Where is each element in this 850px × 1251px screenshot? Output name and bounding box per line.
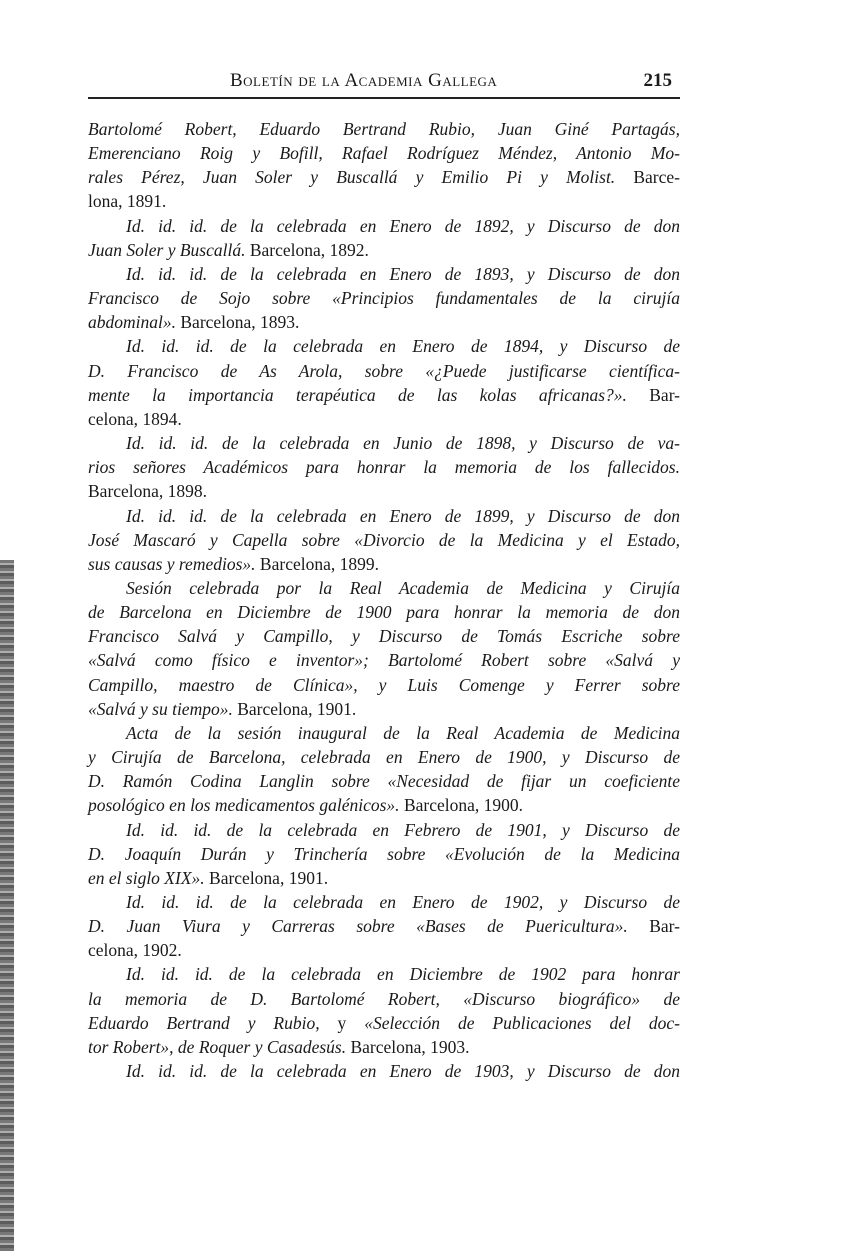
italic-text: Id. id. id. de la celebrada en Enero de 1902, y Discurso de bbox=[126, 892, 680, 912]
text-line bbox=[88, 479, 680, 503]
italic-text: mente la importancia terapéutica de las kolas africanas?». bbox=[88, 384, 627, 405]
text-line bbox=[88, 383, 680, 407]
italic-text: posológico en los medicamentos galénicos». bbox=[88, 795, 400, 816]
text-line bbox=[88, 721, 680, 745]
roman-text: Barcelona, 1901. bbox=[232, 698, 357, 719]
italic-text: rios señores Académicos para honrar la memoria de los fallecidos. bbox=[88, 457, 680, 478]
text-line bbox=[88, 600, 680, 624]
page-number: 215 bbox=[643, 70, 672, 91]
italic-text: «Selección de Publicaciones del doc- bbox=[364, 1012, 680, 1033]
roman-text: Barcelona, 1903. bbox=[346, 1036, 470, 1057]
italic-text: Bartolomé Robert, Eduardo Bertrand Rubio, Juan Giné Partagás, bbox=[88, 119, 680, 139]
italic-text: rales Pérez, Juan Soler y Buscallá y Emilio Pi y Molist. bbox=[88, 167, 616, 188]
italic-text: Juan Soler y Buscallá. bbox=[88, 239, 246, 260]
italic-text: Id. id. id. de la celebrada en Febrero de 1901, y Discurso de bbox=[126, 819, 680, 840]
running-header bbox=[88, 70, 680, 94]
text-line bbox=[88, 528, 680, 552]
roman-text: Barcelona, 1899. bbox=[255, 553, 379, 574]
italic-text: Id. id. id. de la celebrada en Enero de 1892, y Discurso de don bbox=[126, 215, 680, 236]
roman-text: Barcelona, 1898. bbox=[88, 481, 208, 502]
italic-text: Francisco Salvá y Campillo, y Discurso de Tomás Escriche sobre bbox=[88, 626, 680, 647]
roman-text: celona, 1894. bbox=[88, 408, 182, 429]
italic-text: de Barcelona en Diciembre de 1900 para honrar la memoria de don bbox=[88, 602, 680, 623]
text-line bbox=[88, 938, 680, 962]
italic-text: y Cirujía de Barcelona, celebrada en Enero de 1900, y Discurso de bbox=[88, 747, 680, 768]
italic-text: la memoria de D. Bartolomé Robert, «Discurso biográfico» de bbox=[88, 988, 680, 1009]
text-line bbox=[88, 117, 680, 141]
roman-text: Barcelona, 1900. bbox=[399, 795, 523, 816]
text-line bbox=[88, 745, 680, 769]
italic-text: D. Joaquín Durán y Trinchería sobre «Evolución de la Medicina bbox=[88, 843, 680, 864]
italic-text: Id. id. id. de la celebrada en Diciembre de 1902 para honrar bbox=[126, 964, 680, 985]
text-line bbox=[88, 769, 680, 793]
text-line bbox=[88, 141, 680, 165]
italic-text: sus causas y remedios». bbox=[88, 553, 256, 574]
roman-text: lona, 1891. bbox=[88, 191, 167, 212]
italic-text: Id. id. id. de la celebrada en Enero de 1903, y Discurso de don bbox=[126, 1061, 680, 1082]
italic-text: Id. id. id. de la celebrada en Enero de 1899, y Discurso de don bbox=[126, 505, 680, 526]
italic-text: Francisco de Sojo sobre «Principios fundamentales de la cirujía bbox=[88, 288, 680, 309]
italic-text: José Mascaró y Capella sobre «Divorcio de la Medicina y el Estado, bbox=[88, 529, 680, 550]
roman-text: Barcelona, 1893. bbox=[176, 312, 300, 333]
text-line bbox=[88, 214, 680, 238]
text-line bbox=[88, 673, 680, 697]
text-line bbox=[88, 286, 680, 310]
italic-text: «Salvá y su tiempo». bbox=[88, 698, 233, 719]
italic-text: Eduardo Bertrand y Rubio, bbox=[88, 1012, 320, 1033]
roman-text: Bar- bbox=[627, 916, 680, 937]
roman-text: y bbox=[319, 1012, 365, 1033]
roman-text: Bar- bbox=[626, 384, 680, 405]
roman-text: Barcelona, 1892. bbox=[245, 239, 369, 260]
italic-text: «Salvá como físico e inventor»; Bartolomé Robert sobre «Salvá y bbox=[88, 650, 680, 671]
italic-text: abdominal». bbox=[88, 312, 176, 333]
bibliography-text bbox=[88, 117, 680, 1083]
running-title: Boletín de la Academia Gallega bbox=[230, 70, 498, 91]
text-line bbox=[88, 987, 680, 1011]
italic-text: Emerenciano Roig y Bofill, Rafael Rodríguez Méndez, Antonio Mo- bbox=[88, 143, 680, 164]
italic-text: Id. id. id. de la celebrada en Junio de 1898, y Discurso de va- bbox=[126, 433, 680, 454]
text-line bbox=[88, 842, 680, 866]
text-line bbox=[88, 914, 680, 938]
text-line bbox=[88, 648, 680, 672]
text-line bbox=[88, 1011, 680, 1035]
text-line bbox=[88, 890, 680, 914]
text-line bbox=[88, 504, 680, 528]
text-line bbox=[88, 866, 680, 890]
italic-text: D. Ramón Codina Langlin sobre «Necesidad de fijar un coeficiente bbox=[88, 771, 680, 792]
italic-text: Id. id. id. de la celebrada en Enero de 1894, y Discurso de bbox=[126, 336, 680, 357]
text-line bbox=[88, 552, 680, 576]
text-line bbox=[88, 576, 680, 600]
text-line bbox=[88, 238, 680, 262]
text-line bbox=[88, 624, 680, 648]
text-line bbox=[88, 189, 680, 213]
text-line bbox=[88, 359, 680, 383]
italic-text: D. Juan Viura y Carreras sobre «Bases de Puericultura». bbox=[88, 916, 628, 937]
book-binding-edge bbox=[0, 560, 14, 1251]
text-line bbox=[88, 407, 680, 431]
italic-text: tor Robert», de Roquer y Casadesús. bbox=[88, 1036, 347, 1057]
roman-text: celona, 1902. bbox=[88, 940, 182, 961]
text-line bbox=[88, 455, 680, 479]
text-line bbox=[88, 962, 680, 986]
italic-text: Acta de la sesión inaugural de la Real Academia de Medicina bbox=[126, 722, 680, 743]
text-line bbox=[88, 165, 680, 189]
italic-text: Id. id. id. de la celebrada en Enero de 1893, y Discurso de don bbox=[126, 263, 680, 284]
header-rule bbox=[88, 97, 680, 99]
italic-text: en el siglo XIX». bbox=[88, 867, 205, 888]
text-line bbox=[88, 262, 680, 286]
text-line bbox=[88, 1059, 680, 1083]
text-line bbox=[88, 310, 680, 334]
text-line bbox=[88, 334, 680, 358]
roman-text: Barce- bbox=[615, 167, 680, 188]
text-line bbox=[88, 697, 680, 721]
roman-text: Barcelona, 1901. bbox=[204, 867, 329, 888]
italic-text: Campillo, maestro de Clínica», y Luis Comenge y Ferrer sobre bbox=[88, 674, 680, 695]
text-line bbox=[88, 793, 680, 817]
text-line bbox=[88, 431, 680, 455]
text-line bbox=[88, 818, 680, 842]
italic-text: D. Francisco de As Arola, sobre «¿Puede justificarse científica- bbox=[88, 360, 680, 381]
text-line bbox=[88, 1035, 680, 1059]
italic-text: Sesión celebrada por la Real Academia de Medicina y Cirujía bbox=[126, 577, 680, 598]
